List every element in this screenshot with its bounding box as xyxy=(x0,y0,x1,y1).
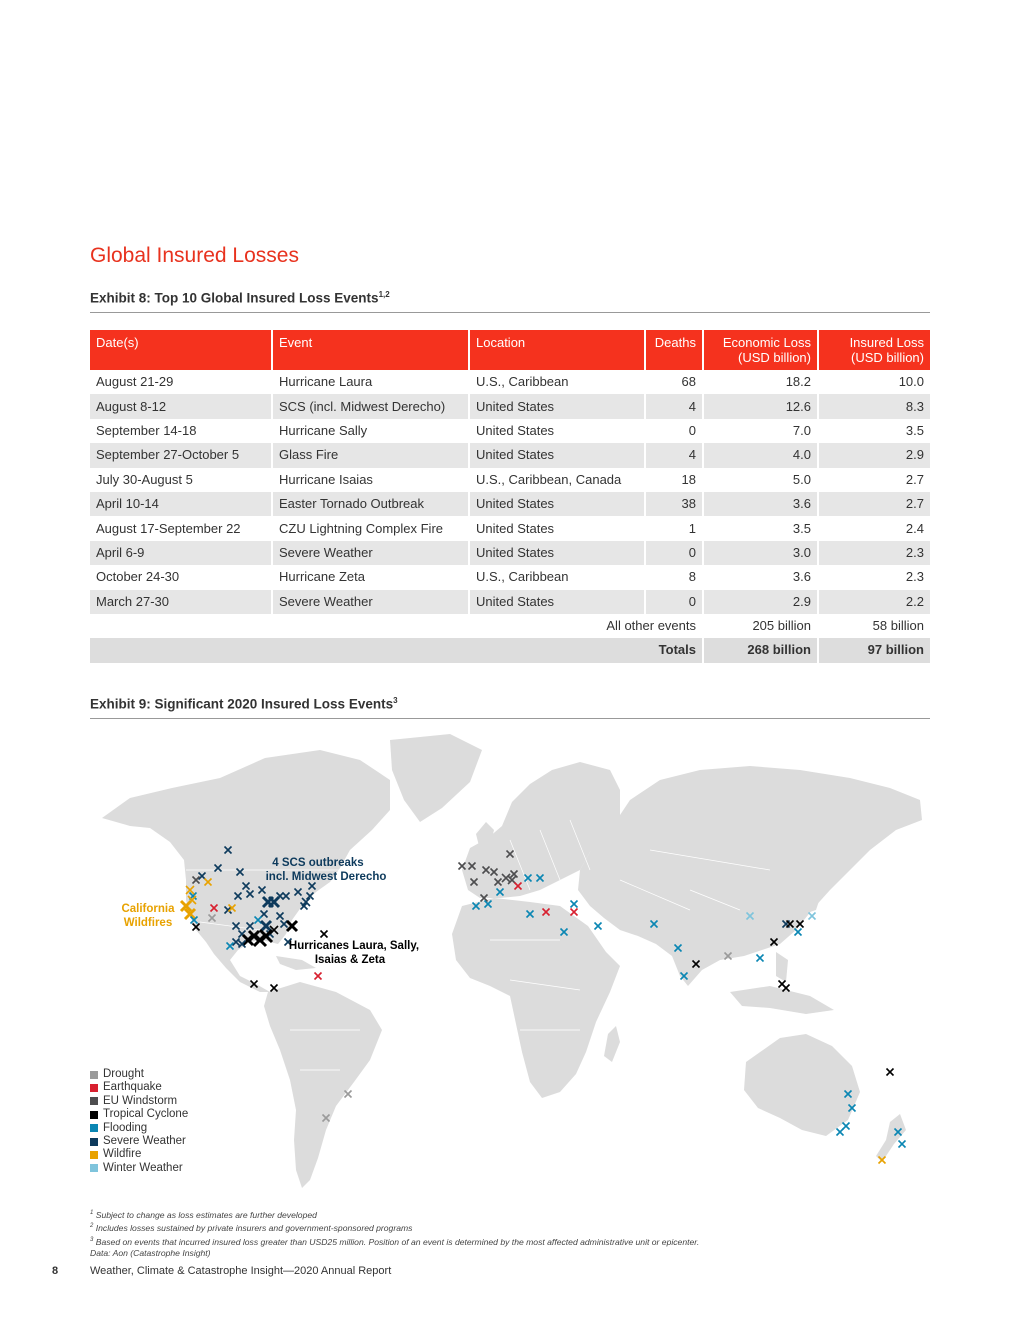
cell-economic: 18.2 xyxy=(704,370,819,394)
table-row xyxy=(90,541,930,565)
cell-event: CZU Lightning Complex Fire xyxy=(273,516,470,540)
africa-landmass xyxy=(452,898,620,1098)
event-marker-flooding xyxy=(595,923,602,930)
cell-dates: April 10-14 xyxy=(90,492,273,516)
philippines-landmass xyxy=(776,952,788,982)
table-row xyxy=(90,590,930,614)
cell-event: Glass Fire xyxy=(273,443,470,467)
map-legend xyxy=(90,1068,188,1175)
exhibit-8-title-text: Exhibit 8: Top 10 Global Insured Loss Events xyxy=(90,290,379,306)
totals-label: Totals xyxy=(90,638,704,662)
cell-dates: August 17-September 22 xyxy=(90,516,273,540)
header-event: Event xyxy=(273,330,470,370)
page-number: 8 xyxy=(52,1265,59,1277)
greenland-landmass xyxy=(390,734,482,822)
legend-item-flooding xyxy=(90,1122,188,1135)
legend-label: Severe Weather xyxy=(103,1134,186,1147)
cell-economic: 2.9 xyxy=(704,590,819,614)
cell-insured: 8.3 xyxy=(819,394,930,418)
hurricanes-label-line1: Hurricanes Laura, Sally, xyxy=(288,940,420,952)
exhibit-9-title-footnote: 3 xyxy=(393,696,398,705)
event-marker-tropical-cyclone xyxy=(321,931,328,938)
cell-dates: August 8-12 xyxy=(90,394,273,418)
cell-insured: 2.3 xyxy=(905,569,924,585)
cell-economic: 4.0 xyxy=(704,443,819,467)
cell-dates: April 6-9 xyxy=(90,541,273,565)
cell-insured: 2.9 xyxy=(819,443,930,467)
cell-deaths: 38 xyxy=(646,492,704,516)
legend-swatch xyxy=(90,1084,98,1092)
cell-deaths: 0 xyxy=(646,590,704,614)
header-economic-line1: Economic Loss xyxy=(722,335,811,350)
cell-insured: 2.7 xyxy=(905,471,924,487)
legend-swatch xyxy=(90,1071,98,1079)
cell-economic: 7.0 xyxy=(704,419,819,443)
cell-deaths: 0 xyxy=(646,419,704,443)
table-header-row xyxy=(90,330,930,370)
cell-economic: 3.6 xyxy=(704,492,819,516)
legend-item-winter-weather xyxy=(90,1162,188,1175)
cell-event: Severe Weather xyxy=(273,590,470,614)
section-title: Global Insured Losses xyxy=(90,244,299,267)
cell-dates: August 21-29 xyxy=(90,370,273,394)
cell-deaths: 0 xyxy=(646,541,704,565)
cell-event: Severe Weather xyxy=(273,541,470,565)
cell-insured: 2.7 xyxy=(819,492,930,516)
table-row xyxy=(90,443,930,467)
footnote-3-text: Based on events that incurred insured loss greater than USD25 million. Position of an event is determined by the most affected administrative unit or epicenter. xyxy=(95,1236,700,1247)
cell-insured: 10.0 xyxy=(898,374,924,390)
table-row xyxy=(90,565,930,589)
header-insured-line2: (USD billion) xyxy=(851,350,924,365)
cell-economic: 12.6 xyxy=(704,394,819,418)
legend-swatch xyxy=(90,1164,98,1172)
land-masses xyxy=(102,734,922,1188)
totals-economic: 268 billion xyxy=(704,638,819,662)
legend-swatch xyxy=(90,1097,98,1105)
header-deaths: Deaths xyxy=(646,330,704,370)
header-location: Location xyxy=(470,330,646,370)
table-row xyxy=(90,394,930,418)
australia-landmass xyxy=(744,1034,860,1136)
table-row xyxy=(90,468,930,492)
legend-label: Winter Weather xyxy=(103,1161,183,1174)
table-row xyxy=(90,516,930,540)
event-marker-flooding xyxy=(899,1141,906,1148)
footnote-1 xyxy=(90,1208,930,1221)
legend-label: Wildfire xyxy=(103,1148,142,1161)
table-row xyxy=(90,419,930,443)
data-source: Data: Aon (Catastrophe Insight) xyxy=(90,1248,211,1259)
top-10-loss-table xyxy=(90,330,930,663)
southeast-asia-islands xyxy=(730,986,834,1014)
madagascar-landmass xyxy=(604,1026,620,1062)
event-marker-tropical-cyclone xyxy=(887,1069,894,1076)
exhibit-8-title-footnote: 1,2 xyxy=(378,290,390,299)
cell-dates: October 24-30 xyxy=(90,565,273,589)
cell-event: Hurricane Isaias xyxy=(273,468,470,492)
cell-location: United States xyxy=(470,590,646,614)
cell-location: United States xyxy=(470,492,646,516)
other-events-row xyxy=(90,614,930,638)
event-marker-drought xyxy=(345,1091,352,1098)
header-dates: Date(s) xyxy=(90,330,273,370)
cell-insured: 2.4 xyxy=(905,520,924,536)
cell-deaths: 8 xyxy=(646,565,704,589)
legend-item-wildfire xyxy=(90,1148,188,1161)
cell-dates: March 27-30 xyxy=(90,590,273,614)
cell-economic: 3.5 xyxy=(704,516,819,540)
cell-insured: 3.5 xyxy=(905,422,924,438)
event-marker-flooding xyxy=(795,929,802,936)
header-insured-loss xyxy=(819,330,930,370)
table-row xyxy=(90,492,930,516)
cell-event: SCS (incl. Midwest Derecho) xyxy=(273,394,470,418)
exhibit-8-title xyxy=(90,290,930,313)
legend-swatch xyxy=(90,1111,98,1119)
cell-deaths: 4 xyxy=(646,443,704,467)
legend-label: Tropical Cyclone xyxy=(103,1108,189,1121)
cell-location: United States xyxy=(470,443,646,467)
cell-location: United States xyxy=(470,419,646,443)
event-marker-earthquake xyxy=(571,909,578,916)
legend-swatch xyxy=(90,1151,98,1159)
cell-deaths: 68 xyxy=(646,370,704,394)
cell-event: Hurricane Sally xyxy=(273,419,470,443)
cell-dates: September 14-18 xyxy=(90,419,273,443)
totals-insured: 97 billion xyxy=(819,638,930,662)
california-label-line2: Wildfires xyxy=(123,917,173,929)
legend-item-earthquake xyxy=(90,1081,188,1094)
cell-location: U.S., Caribbean xyxy=(470,370,646,394)
cell-location: U.S., Caribbean, Canada xyxy=(470,468,646,492)
header-economic-line2: (USD billion) xyxy=(738,350,811,365)
footnote-2-marker: 2 xyxy=(90,1223,94,1230)
other-events-economic: 205 billion xyxy=(704,614,819,638)
footnote-2 xyxy=(90,1221,930,1234)
world-map-svg xyxy=(90,730,930,1200)
world-map xyxy=(90,730,930,1200)
cell-economic: 5.0 xyxy=(704,468,819,492)
footnote-1-marker: 1 xyxy=(90,1210,94,1216)
scs-label-line2: incl. Midwest Derecho xyxy=(265,871,387,883)
caribbean-islands xyxy=(276,956,316,970)
cell-insured: 2.3 xyxy=(819,541,930,565)
cell-location: United States xyxy=(470,394,646,418)
cell-dates: September 27-October 5 xyxy=(90,443,273,467)
legend-swatch xyxy=(90,1138,98,1146)
south-america-landmass xyxy=(264,982,382,1188)
event-marker-earthquake xyxy=(315,973,322,980)
asia-landmass xyxy=(578,766,922,986)
legend-item-tropical-cyclone xyxy=(90,1108,188,1121)
legend-label: Flooding xyxy=(103,1121,148,1134)
totals-row xyxy=(90,638,930,662)
cell-location: U.S., Caribbean xyxy=(470,565,646,589)
footnote-3-marker: 3 xyxy=(90,1236,94,1243)
legend-label: Earthquake xyxy=(103,1081,162,1094)
legend-swatch xyxy=(90,1124,98,1132)
event-marker-flooding xyxy=(837,1129,844,1136)
footnote-2-text: Includes losses sustained by private insurers and government-sponsored programs xyxy=(95,1223,413,1234)
cell-location: United States xyxy=(470,541,646,565)
footnote-1-text: Subject to change as loss estimates are further developed xyxy=(95,1209,317,1220)
cell-deaths: 4 xyxy=(646,394,704,418)
table-row xyxy=(90,370,930,394)
legend-label: Drought xyxy=(103,1068,144,1080)
cell-economic: 3.6 xyxy=(704,565,819,589)
report-name: Weather, Climate & Catastrophe Insight—2020 Annual Report xyxy=(90,1265,392,1277)
california-label-line1: California xyxy=(121,903,175,915)
footnote-3 xyxy=(90,1235,930,1248)
event-marker-winter-weather xyxy=(809,913,816,920)
legend-item-eu-windstorm xyxy=(90,1095,188,1108)
event-marker-flooding xyxy=(843,1123,850,1130)
header-economic-loss xyxy=(704,330,819,370)
other-events-insured: 58 billion xyxy=(872,618,924,634)
cell-event: Easter Tornado Outbreak xyxy=(273,492,470,516)
cell-deaths: 1 xyxy=(646,516,704,540)
new-zealand-landmass xyxy=(876,1114,906,1162)
cell-location: United States xyxy=(470,516,646,540)
cell-event: Hurricane Zeta xyxy=(273,565,470,589)
legend-label: EU Windstorm xyxy=(103,1094,178,1107)
cell-dates: July 30-August 5 xyxy=(90,468,273,492)
cell-event: Hurricane Laura xyxy=(273,370,470,394)
hurricanes-label-line2: Isaias & Zeta xyxy=(314,954,386,966)
scs-label-line1: 4 SCS outbreaks xyxy=(272,857,364,869)
event-marker-flooding xyxy=(571,901,578,908)
event-marker-flooding xyxy=(757,955,764,962)
footnotes xyxy=(90,1208,930,1260)
header-insured-line1: Insured Loss xyxy=(849,335,924,350)
cell-economic: 3.0 xyxy=(704,541,819,565)
exhibit-9-title xyxy=(90,696,930,719)
legend-item-severe-weather xyxy=(90,1135,188,1148)
cell-insured: 2.2 xyxy=(819,590,930,614)
other-events-label: All other events xyxy=(90,614,704,638)
cell-deaths: 18 xyxy=(646,468,704,492)
exhibit-9-title-text: Exhibit 9: Significant 2020 Insured Loss Events xyxy=(90,696,394,712)
legend-item-drought xyxy=(90,1068,188,1081)
